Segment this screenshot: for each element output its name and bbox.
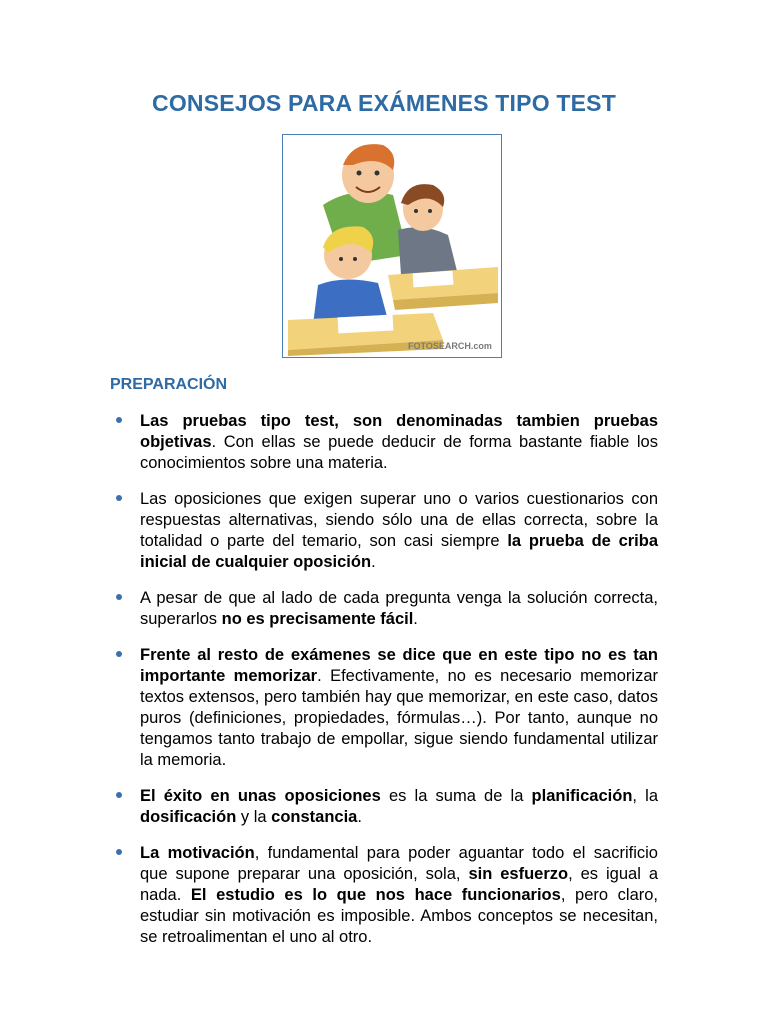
watermark-text: FOTOSEARCH.com <box>408 341 492 351</box>
list-item: La motivación, fundamental para poder aguantar todo el sacrificio que supone preparar una oposición, sola, sin esfuerzo, es igual a nada. El estudio es lo que nos hace funcionarios, pero claro, estudiar sin motivación es imposible. Ambos conceptos se necesitan, se retroalimentan el uno al otro. <box>116 843 658 948</box>
bullet-list <box>116 411 658 963</box>
list-item: El éxito en unas oposiciones es la suma de la planificación, la dosificación y la constancia. <box>116 786 658 828</box>
list-item: Frente al resto de exámenes se dice que en este tipo no es tan importante memorizar. Efectivamente, no es necesario memorizar textos extensos, pero también hay que memorizar, en este caso, datos puros (definiciones, propiedades, fórmulas…). Por tanto, aunque no tengamos tanto trabajo de empollar, sigue siendo fundamental utilizar la memoria. <box>116 645 658 771</box>
bullet-icon <box>116 849 122 855</box>
page-title: CONSEJOS PARA EXÁMENES TIPO TEST <box>152 90 616 116</box>
exam-illustration <box>282 134 502 358</box>
bullet-icon <box>116 594 122 600</box>
bullet-icon <box>116 495 122 501</box>
list-item: A pesar de que al lado de cada pregunta venga la solución correcta, superarlos no es precisamente fácil. <box>116 588 658 630</box>
section-heading: PREPARACIÓN <box>110 376 228 393</box>
list-item: Las pruebas tipo test, son denominadas tambien pruebas objetivas. Con ellas se puede deducir de forma bastante fiable los conocimientos sobre una materia. <box>116 411 658 474</box>
bullet-icon <box>116 792 122 798</box>
bullet-icon <box>116 417 122 423</box>
bullet-icon <box>116 651 122 657</box>
list-item: Las oposiciones que exigen superar uno o varios cuestionarios con respuestas alternativas, siendo sólo una de ellas correcta, sobre la totalidad o parte del temario, son casi siempre la prueba de criba inicial de cualquier oposición. <box>116 489 658 573</box>
students-taking-exam-illustration <box>283 135 500 356</box>
